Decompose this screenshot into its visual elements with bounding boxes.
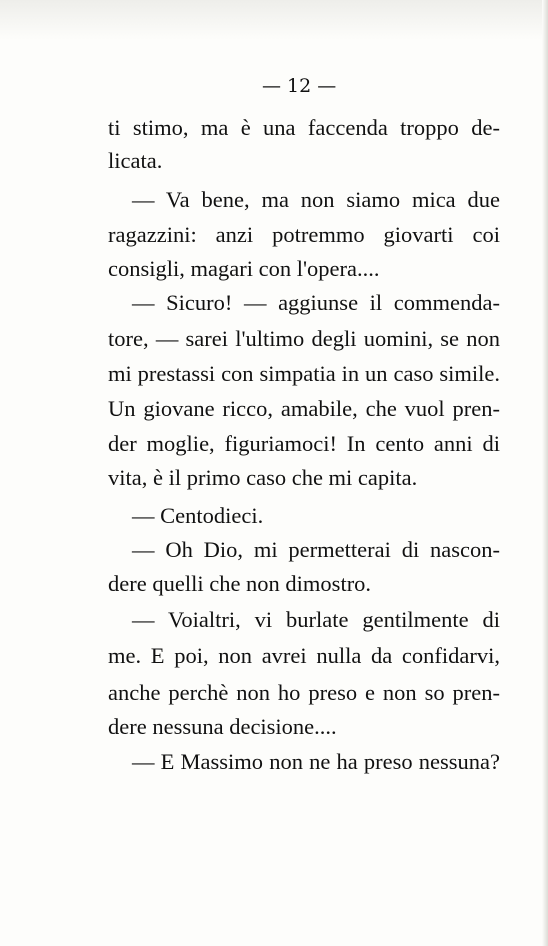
text-line: vita, è il primo caso che mi capita. (108, 465, 418, 490)
text-line: dere quelli che non dimostro. (108, 571, 372, 596)
page-edge-shadow (542, 0, 548, 946)
text-line: — Sicuro! — aggiunse il commenda- (132, 290, 500, 315)
text-line: dere nessuna decisione.... (108, 714, 337, 739)
text-line: — Voialtri, vi burlate gentilmente di (132, 607, 500, 632)
text-line: ragazzini: anzi potremmo giovarti coi (108, 222, 500, 247)
page-number: — 12 — (262, 75, 337, 97)
text-line: ti stimo, ma è una faccenda troppo de- (108, 115, 500, 140)
text-line: licata. (108, 148, 163, 173)
text-line: — E Massimo non ne ha preso nessuna? (132, 749, 500, 774)
text-line: mi prestassi con simpatia in un caso simile. (108, 361, 500, 386)
text-line: me. E poi, non avrei nulla da confidarvi, (108, 643, 500, 668)
text-line: Un giovane ricco, amabile, che vuol pren- (108, 396, 500, 421)
text-line: anche perchè non ho preso e non so pren- (108, 680, 500, 705)
text-line: — Oh Dio, mi permetterai di nascon- (132, 537, 500, 562)
text-line: — Va bene, ma non siamo mica due (132, 187, 500, 212)
text-line: tore, — sarei l'ultimo degli uomini, se non (108, 326, 500, 351)
text-line: — Centodieci. (132, 503, 264, 528)
text-line: der moglie, figuriamoci! In cento anni di (108, 431, 500, 456)
text-line: consigli, magari con l'opera.... (108, 256, 380, 281)
page-top-shading (0, 0, 548, 40)
